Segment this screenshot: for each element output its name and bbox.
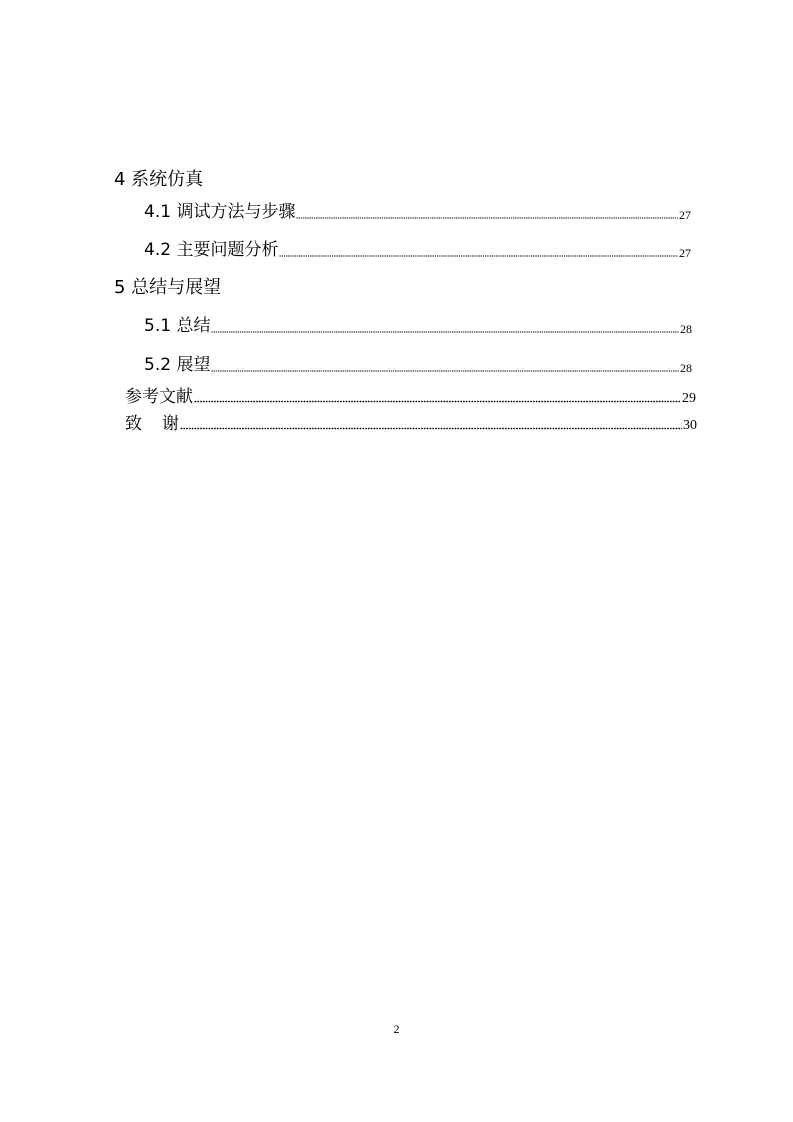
toc-heading-label: 4 系统仿真 — [114, 169, 204, 190]
toc-heading-chapter-4 — [114, 170, 203, 190]
toc-entry-page: 27 — [679, 208, 691, 222]
toc-dot-leader — [211, 330, 679, 334]
toc-entry-page: 28 — [680, 361, 692, 375]
toc-entry-page: 30 — [683, 418, 697, 433]
toc-dot-leader — [296, 216, 678, 220]
toc-entry-label: 5.2 展望 — [144, 355, 211, 375]
toc-dot-leader — [211, 369, 679, 373]
toc-heading-chapter-5 — [114, 278, 221, 298]
toc-entry-4-1[interactable] — [144, 202, 691, 222]
toc-entry-page: 28 — [680, 322, 692, 336]
toc-dot-leader — [194, 399, 681, 404]
toc-entry-acknowledgements[interactable] — [125, 414, 697, 434]
toc-entry-label: 5.1 总结 — [144, 316, 211, 336]
toc-entry-5-2[interactable] — [144, 355, 692, 375]
toc-entry-label: 4.1 调试方法与步骤 — [144, 202, 296, 222]
toc-entry-5-1[interactable] — [144, 316, 692, 336]
toc-entry-label-part-1: 致 — [125, 414, 142, 434]
toc-entry-references[interactable] — [125, 387, 696, 407]
toc-dot-leader — [180, 426, 682, 431]
toc-entry-label-part-2: 谢 — [162, 414, 179, 434]
toc-entry-label — [125, 414, 179, 434]
toc-dot-leader — [279, 254, 678, 258]
toc-entry-label: 参考文献 — [125, 387, 193, 407]
toc-entry-label: 4.2 主要问题分析 — [144, 240, 279, 260]
toc-heading-label: 5 总结与展望 — [114, 277, 222, 298]
toc-entry-page: 29 — [682, 391, 696, 406]
toc-entry-page: 27 — [679, 246, 691, 260]
toc-entry-4-2[interactable] — [144, 240, 691, 260]
page-number: 2 — [393, 1022, 400, 1036]
